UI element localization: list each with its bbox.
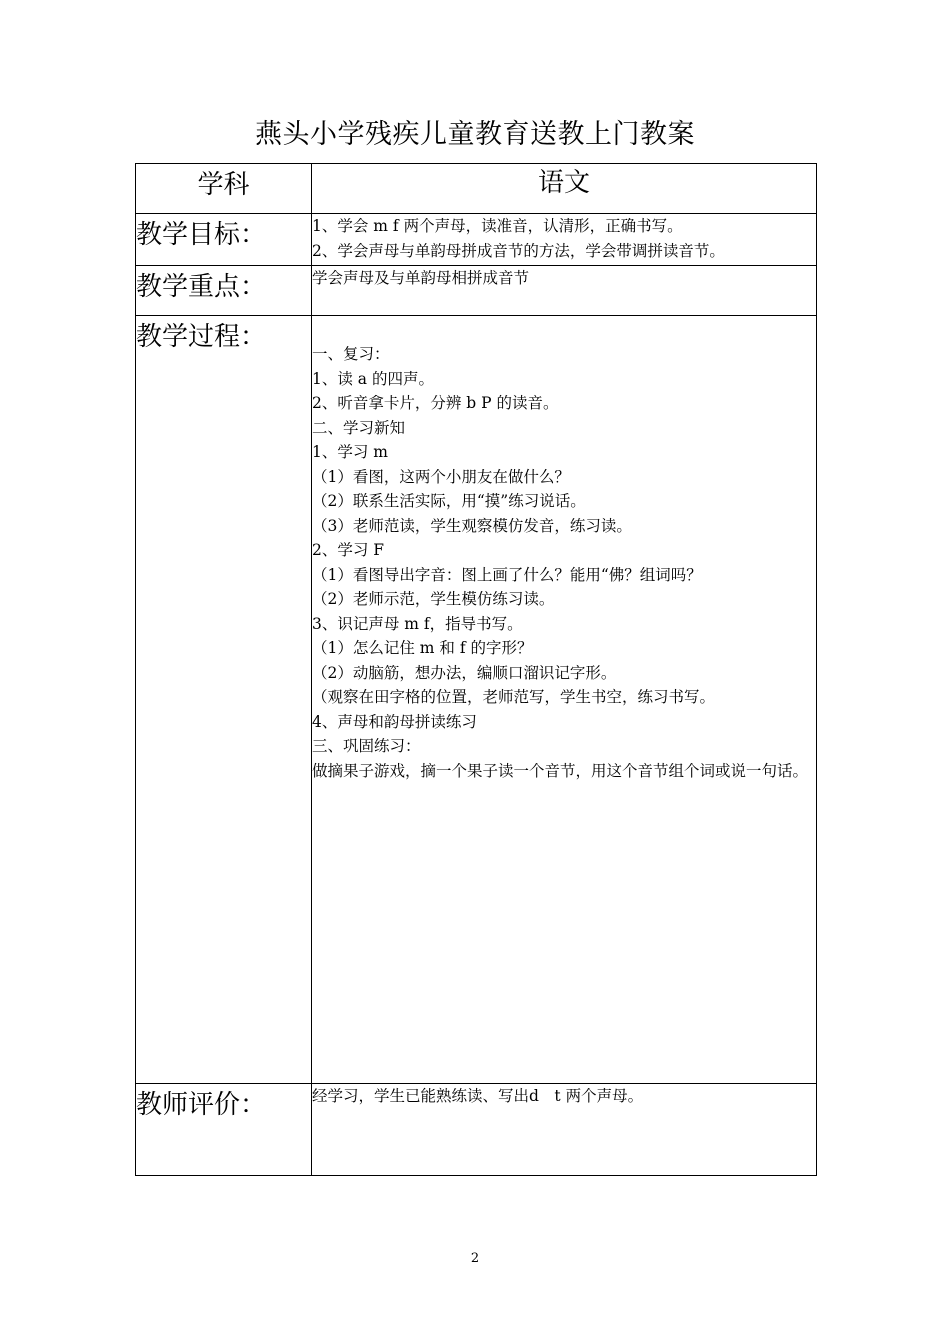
process-line-10: （1）看图导出字音：图上画了什么？能用“佛？组词吗？ [312, 565, 702, 584]
process-line-14: （2）动脑筋，想办法，编顺口溜识记字形。 [312, 663, 617, 682]
process-line-4: 二、学习新知 [312, 418, 406, 437]
process-line-12: 3、识记声母 m f，指导书写。 [312, 614, 523, 633]
goal-line-2: 2、学会声母与单韵母拼成音节的方法，学会带调拼读音节。 [312, 241, 725, 260]
process-line-3: 2、听音拿卡片，分辨 b P 的读音。 [312, 394, 559, 412]
key-points-label: 教学重点： [136, 266, 312, 316]
process-line-1: 一、复习： [312, 345, 390, 363]
goals-label: 教学目标： [136, 214, 312, 266]
process-line-5: 1、学习 m [312, 443, 388, 461]
process-line-7: （2）联系生活实际，用“摸”练习说话。 [312, 492, 586, 510]
process-line-15: （观察在田字格的位置，老师范写，学生书空，练习书写。 [312, 688, 716, 706]
process-content [312, 316, 817, 1084]
subject-row [136, 164, 817, 214]
evaluation-content [312, 1084, 817, 1176]
process-label: 教学过程： [136, 316, 312, 1084]
process-line-17: 三、巩固练习： [312, 737, 421, 755]
lesson-plan-table [135, 163, 817, 1176]
evaluation-text: 经学习，学生已能熟练读、写出d t 两个声母。 [312, 1087, 644, 1105]
key-points-text: 学会声母及与单韵母相拼成音节 [312, 269, 530, 287]
process-line-2: 1、读 a 的四声。 [312, 369, 434, 388]
evaluation-label: 教师评价： [136, 1084, 312, 1176]
process-line-18: 做摘果子游戏，摘一个果子读一个音节，用这个音节组个词或说一句话。 [312, 761, 809, 780]
process-row [136, 316, 817, 1084]
subject-value: 语文 [312, 164, 817, 214]
page-title: 燕头小学残疾儿童教育送教上门教案 [255, 119, 695, 150]
process-line-16: 4、声母和韵母拼读练习 [312, 712, 477, 731]
subject-label: 学科 [136, 164, 312, 214]
process-line-6: （1）看图，这两个小朋友在做什么？ [312, 467, 570, 486]
process-line-9: 2、学习 F [312, 541, 385, 559]
process-line-8: （3）老师范读，学生观察模仿发音，练习读。 [312, 516, 632, 535]
key-points-content [312, 266, 817, 316]
goals-row [136, 214, 817, 266]
goal-line-1: 1、学会 m f 两个声母，读准音，认清形，正确书写。 [312, 217, 683, 235]
key-points-row [136, 266, 817, 316]
goals-content [312, 214, 817, 266]
process-line-13: （1）怎么记住 m 和 f 的字形？ [312, 639, 533, 657]
page-number: 2 [470, 1251, 480, 1266]
process-line-11: （2）老师示范，学生模仿练习读。 [312, 590, 555, 608]
evaluation-row [136, 1084, 817, 1176]
